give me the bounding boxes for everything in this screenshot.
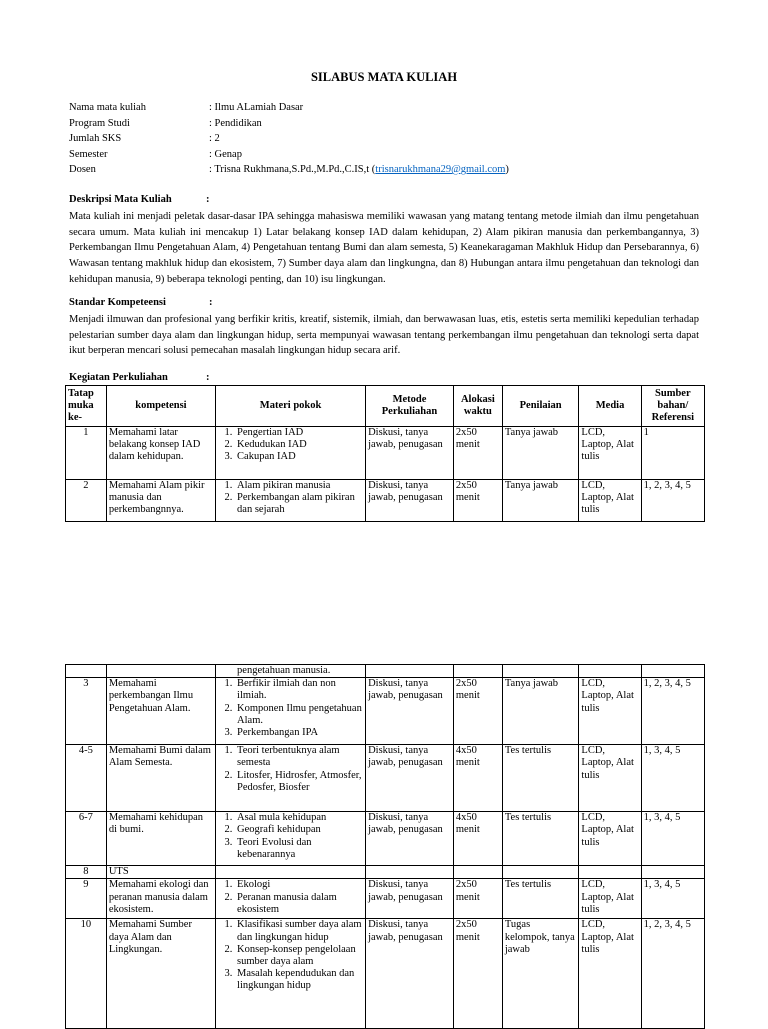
materi-item: 2. Perkembangan alam pikiran dan sejarah: [235, 492, 363, 516]
cell-media: LCD, Laptop, Alat tulis: [579, 812, 641, 866]
materi-item: 1. Asal mula kehidupan: [235, 812, 363, 824]
cell-kompetensi: Memahami perkembangan Ilmu Pengetahuan Alam.: [106, 678, 215, 745]
info-label: Dosen: [69, 164, 96, 175]
standar-text: Menjadi ilmuwan dan profesional yang berfikir kritis, kreatif, sistemik, ilmiah, dan berwawasan luas, etis, estetis serta memiliki kepedulian terhadap pelestarian sumber daya alam dan lingkungan hidup, serta mempunyai wawasan tentang perkembangan ilmu pengetahuan dan teknologi serta dapat ikut berperan mencari solusi pemecahan masalah lingkungan hidup secara arif.: [69, 314, 699, 357]
cell-kompetensi: Memahami ekologi dan peranan manusia dalam ekosistem.: [106, 879, 215, 919]
syllabus-table-page1: [65, 385, 705, 522]
materi-item: 1. Ekologi: [235, 879, 363, 891]
cell-no: 4-5: [66, 745, 107, 812]
materi-item: 1. Teori terbentuknya alam semesta: [235, 745, 363, 769]
cell-media: LCD, Laptop, Alat tulis: [579, 480, 641, 522]
cell-sumber: 1, 3, 4, 5: [641, 812, 704, 866]
materi-item: 1. Berfikir ilmiah dan non ilmiah.: [235, 678, 363, 702]
cell-media: LCD, Laptop, Alat tulis: [579, 879, 641, 919]
deskripsi-colon: :: [206, 194, 210, 205]
table-row: [66, 812, 705, 866]
header-materi: Materi pokok: [216, 386, 366, 427]
materi-item: 3. Masalah kependudukan dan lingkungan hidup: [235, 968, 363, 992]
header-sumber: Sumber bahan/ Referensi: [641, 386, 704, 427]
cell-metode: Diskusi, tanya jawab, penugasan: [366, 919, 454, 1029]
cell-sumber: 1, 2, 3, 4, 5: [641, 480, 704, 522]
cell-uts: UTS: [106, 866, 215, 879]
table-row: [66, 745, 705, 812]
info-value: : Ilmu ALamiah Dasar: [209, 102, 304, 113]
cell-no: 3: [66, 678, 107, 745]
cell-materi: [216, 427, 366, 480]
standar-colon: :: [209, 297, 213, 308]
cell-no: 8: [66, 866, 107, 879]
cell-penilaian: Tugas kelompok, tanya jawab: [502, 919, 579, 1029]
info-row-prodi: [69, 116, 509, 132]
cell-metode: Diskusi, tanya jawab, penugasan: [366, 879, 454, 919]
cell-metode: Diskusi, tanya jawab, penugasan: [366, 427, 454, 480]
cell-sumber: 1, 2, 3, 4, 5: [641, 919, 704, 1029]
kegiatan-heading: Kegiatan Perkuliahan: [69, 372, 168, 383]
info-value: : Pendidikan: [209, 117, 262, 129]
cell-penilaian: Tanya jawab: [502, 480, 579, 522]
cell-alokasi: 2x50 menit: [453, 427, 502, 480]
info-label: Program Studi: [69, 117, 130, 129]
cell-media: LCD, Laptop, Alat tulis: [579, 427, 641, 480]
table-row-continuation: [66, 665, 705, 678]
materi-item: 2. Geografi kehidupan: [235, 824, 363, 836]
table-row: [66, 879, 705, 919]
cell-materi: [216, 745, 366, 812]
materi-item: 2. Peranan manusia dalam ekosistem: [235, 892, 363, 916]
materi-item: 1. Alam pikiran manusia: [235, 480, 363, 492]
cell-no: 10: [66, 919, 107, 1029]
info-label: Nama mata kuliah: [69, 102, 146, 113]
cell-kompetensi: Memahami Alam pikir manusia dan perkembangnnya.: [106, 480, 215, 522]
cell-penilaian: Tes tertulis: [502, 812, 579, 866]
cell-metode: Diskusi, tanya jawab, penugasan: [366, 745, 454, 812]
table-header-row: [66, 386, 705, 427]
cell-alokasi: 4x50 menit: [453, 812, 502, 866]
materi-item: 2. Konsep-konsep pengelolaan sumber daya alam: [235, 944, 363, 968]
info-row-sks: [69, 131, 509, 147]
info-value: : Genap: [209, 148, 242, 160]
syllabus-table-page2: [65, 664, 705, 1029]
cell-sumber: 1, 3, 4, 5: [641, 745, 704, 812]
cell-alokasi: 2x50 menit: [453, 480, 502, 522]
cell-no: 6-7: [66, 812, 107, 866]
header-media: Media: [579, 386, 641, 427]
info-row-nama: [69, 100, 509, 116]
header-metode: Metode Perkuliahan: [366, 386, 454, 427]
cell-sumber: 1, 3, 4, 5: [641, 879, 704, 919]
cell-penilaian: Tanya jawab: [502, 678, 579, 745]
table-row: [66, 919, 705, 1029]
info-label: Semester: [69, 148, 108, 160]
header-alokasi: Alokasi waktu: [453, 386, 502, 427]
table-row: [66, 678, 705, 745]
cell-metode: Diskusi, tanya jawab, penugasan: [366, 480, 454, 522]
cell-penilaian: Tes tertulis: [502, 745, 579, 812]
cell-sumber: 1, 2, 3, 4, 5: [641, 678, 704, 745]
cell-media: LCD, Laptop, Alat tulis: [579, 678, 641, 745]
cell-materi: [216, 678, 366, 745]
standar-section: [69, 297, 699, 359]
info-value: : 2: [209, 133, 220, 144]
materi-item: 1. Klasifikasi sumber daya alam dan lingkungan hidup: [235, 919, 363, 943]
materi-item: 1. Pengertian IAD: [235, 427, 363, 439]
info-row-dosen: [69, 162, 509, 178]
table-row: [66, 480, 705, 522]
kegiatan-colon: :: [206, 372, 210, 383]
materi-item: 2. Komponen Ilmu pengetahuan Alam.: [235, 703, 363, 727]
deskripsi-heading: Deskripsi Mata Kuliah: [69, 194, 172, 205]
cell-media: LCD, Laptop, Alat tulis: [579, 919, 641, 1029]
deskripsi-section: [69, 194, 699, 288]
table-row: [66, 427, 705, 480]
deskripsi-text: Mata kuliah ini menjadi peletak dasar-dasar IPA sehingga mahasiswa memiliki wawasan yang matang tentang metode ilmiah dan ilmu pengetahuan secara umum. Mata kuliah ini mencakup 1) Latar belakang konsep IAD dalam kehidupan, 2) Alam pikiran manusia dan perkembangannya, 3) Perkembangan Ilmu Pengetahuan Alam, 4) Pengetahuan tentang Bumi dan alam semesta, 5) Keanekaragaman Makhluk Hidup dan Persebarannya, 6) Wawasan tentang makhluk hidup dan ekosistem, 7) Sumber daya alam dan lingkungna, dan 8) Hubungan antara ilmu pengetahuan dan teknologi dan kehidupan manusia, 9) beberapa teknologi penting, dan 10) isu lingkungan.: [69, 211, 699, 285]
cell-media: LCD, Laptop, Alat tulis: [579, 745, 641, 812]
materi-item: 3. Cakupan IAD: [235, 451, 363, 463]
cell-materi-continuation: pengetahuan manusia.: [216, 665, 366, 678]
materi-item: 3. Perkembangan IPA: [235, 727, 363, 739]
cell-alokasi: 4x50 menit: [453, 745, 502, 812]
cell-no: 9: [66, 879, 107, 919]
cell-kompetensi: Memahami kehidupan di bumi.: [106, 812, 215, 866]
cell-kompetensi: Memahami Bumi dalam Alam Semesta.: [106, 745, 215, 812]
info-label: Jumlah SKS: [69, 133, 122, 144]
table-row-uts: [66, 866, 705, 879]
page-title: SILABUS MATA KULIAH: [310, 70, 458, 84]
materi-item: 3. Teori Evolusi dan kebenarannya: [235, 837, 363, 861]
cell-sumber: 1: [641, 427, 704, 480]
cell-materi: [216, 480, 366, 522]
dosen-email-link[interactable]: trisnarukhmana29@gmail.com: [375, 164, 506, 175]
cell-materi: [216, 812, 366, 866]
cell-materi: [216, 879, 366, 919]
cell-metode: Diskusi, tanya jawab, penugasan: [366, 678, 454, 745]
cell-kompetensi: Memahami latar belakang konsep IAD dalam kehidupan.: [106, 427, 215, 480]
materi-item: 2. Kedudukan IAD: [235, 439, 363, 451]
materi-item: 2. Litosfer, Hidrosfer, Atmosfer, Pedosfer, Biosfer: [235, 770, 363, 794]
info-row-semester: [69, 147, 509, 163]
cell-materi: [216, 919, 366, 1029]
cell-no: 1: [66, 427, 107, 480]
cell-alokasi: 2x50 menit: [453, 919, 502, 1029]
cell-alokasi: 2x50 menit: [453, 879, 502, 919]
cell-kompetensi: Memahami Sumber daya Alam dan Lingkungan.: [106, 919, 215, 1029]
header-tatap: Tatap muka ke-: [66, 386, 107, 427]
cell-penilaian: Tanya jawab: [502, 427, 579, 480]
cell-no: 2: [66, 480, 107, 522]
header-kompetensi: kompetensi: [106, 386, 215, 427]
standar-heading: Standar Kompeteensi: [69, 297, 166, 308]
cell-alokasi: 2x50 menit: [453, 678, 502, 745]
dosen-suffix: ): [505, 164, 509, 175]
header-penilaian: Penilaian: [502, 386, 579, 427]
info-value: [209, 162, 509, 178]
dosen-name: : Trisna Rukhmana,S.Pd.,M.Pd.,C.IS,t (: [209, 164, 376, 175]
cell-metode: Diskusi, tanya jawab, penugasan: [366, 812, 454, 866]
course-info: [69, 100, 509, 178]
cell-penilaian: Tes tertulis: [502, 879, 579, 919]
